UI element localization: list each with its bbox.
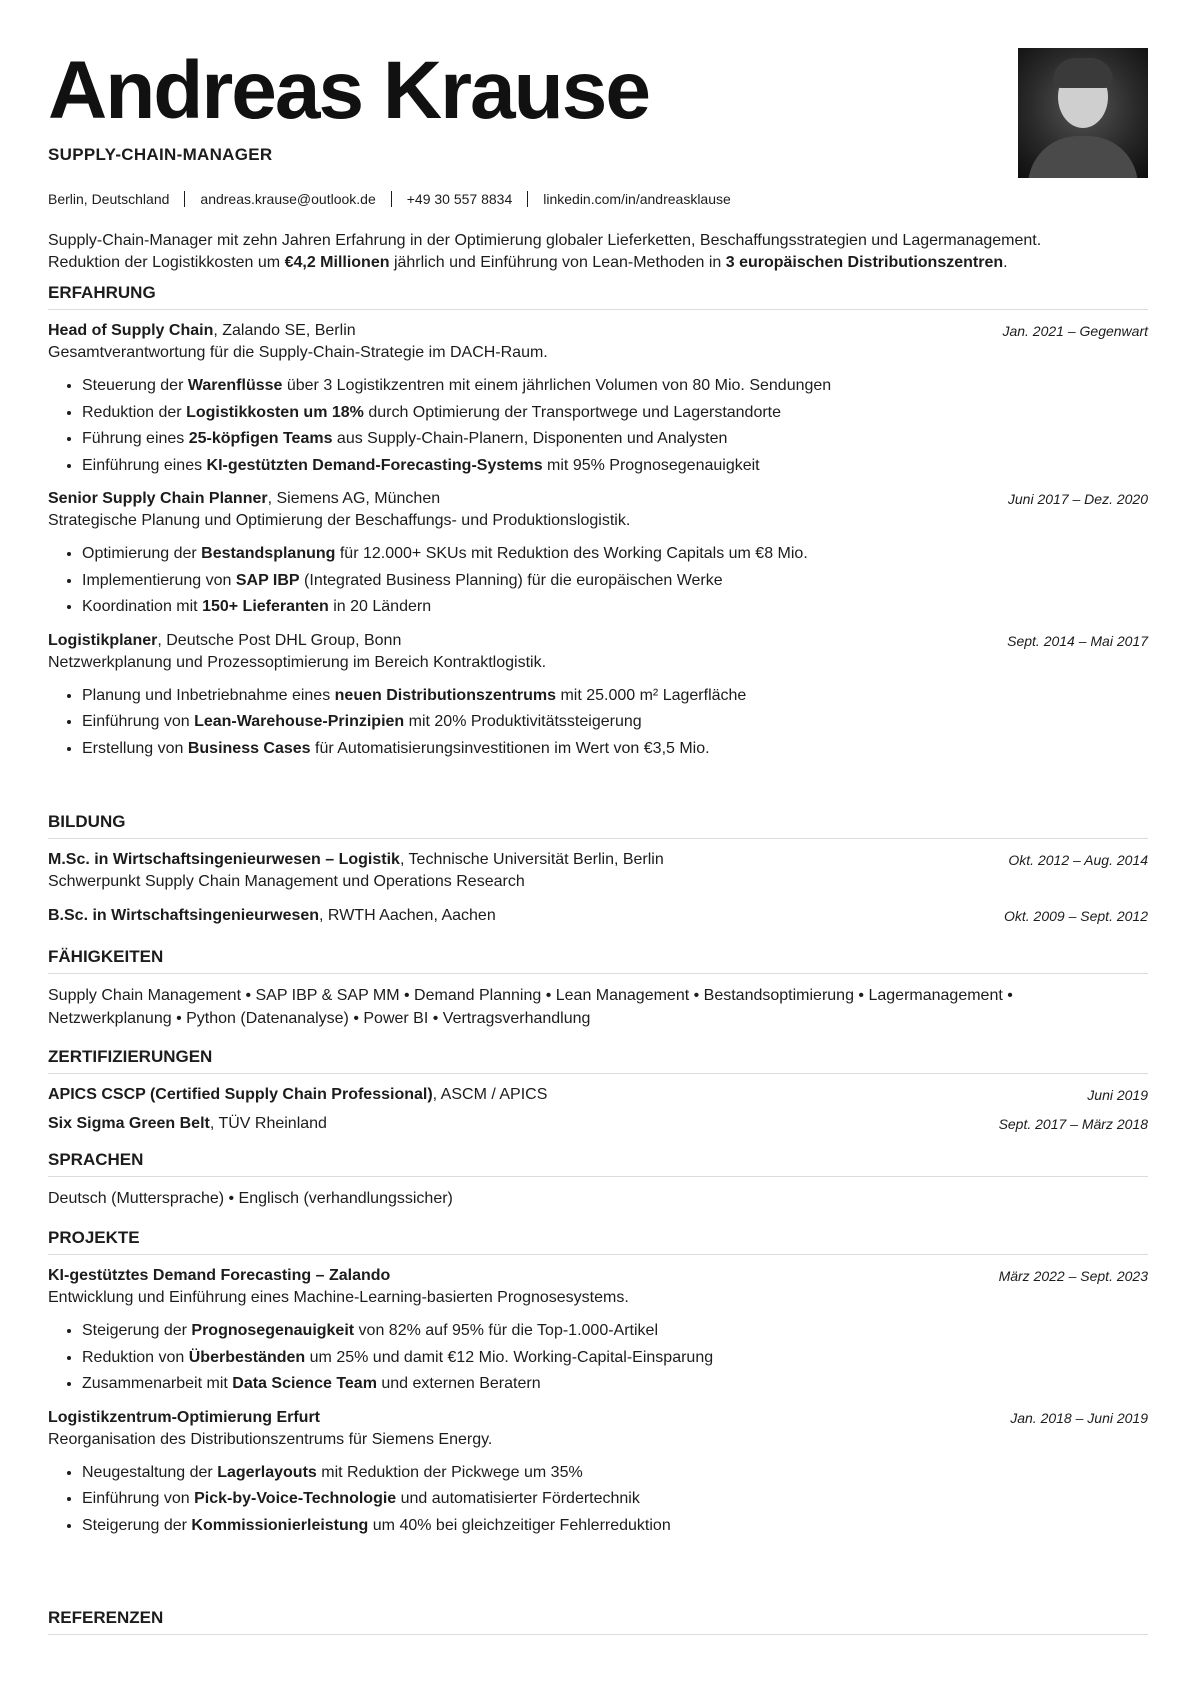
degree-title: B.Sc. in Wirtschaftsingenieurwesen [48, 907, 320, 924]
degree-title: M.Sc. in Wirtschaftsingenieurwesen – Logistik [48, 851, 400, 868]
contact-phone[interactable]: +49 30 557 8834 [406, 191, 513, 207]
skills-line: Supply Chain Management • SAP IBP & SAP MM • Demand Planning • Lean Management • Bestandsoptimierung • Lagermanagement • [48, 987, 1013, 1004]
job-org: , Zalando SE, Berlin [213, 322, 356, 339]
certifications-section [48, 1047, 1148, 1135]
bullet-item: • Koordination mit 150+ Lieferanten in 20 Ländern [82, 594, 1148, 621]
certification-title: Six Sigma Green Belt [48, 1115, 210, 1132]
job-description: Netzwerkplanung und Prozessoptimierung im Bereich Kontraktlogistik. [48, 653, 547, 671]
project-title: Logistikzentrum-Optimierung Erfurt [48, 1408, 320, 1426]
references-section [48, 1608, 1148, 1645]
education-description: Schwerpunkt Supply Chain Management und Operations Research [48, 873, 525, 890]
candidate-role: SUPPLY-CHAIN-MANAGER [48, 145, 273, 164]
section-heading: BILDUNG [48, 812, 1148, 839]
summary-line: Reduktion der Logistikkosten um €4,2 Millionen jährlich und Einführung von Lean-Methoden in 3 europäischen Distributionszentren. [48, 254, 1008, 271]
bullet-item: • Planung und Inbetriebnahme eines neuen Distributionszentrums mit 25.000 m² Lagerfläche [82, 683, 1148, 710]
bullet-item: • Zusammenarbeit mit Data Science Team und externen Beratern [82, 1371, 1148, 1398]
bullet-item: • Einführung eines KI-gestützten Demand-Forecasting-Systems mit 95% Prognosegenauigkeit [82, 453, 1148, 480]
project-entry [48, 1265, 1148, 1398]
job-entry [48, 630, 1148, 763]
contact-linkedin[interactable]: linkedin.com/in/andreasklause [543, 191, 731, 207]
section-heading: ZERTIFIZIERUNGEN [48, 1047, 1148, 1074]
project-title: KI-gestütztes Demand Forecasting – Zalando [48, 1267, 391, 1284]
job-org: , Deutsche Post DHL Group, Bonn [157, 631, 402, 649]
education-entry [48, 849, 1148, 893]
project-entry [48, 1407, 1148, 1540]
certification-date: Juni 2019 [1087, 1087, 1148, 1103]
languages-line: Deutsch (Muttersprache) • Englisch (verhandlungssicher) [48, 1190, 453, 1207]
contact-divider [527, 191, 528, 207]
section-heading: FÄHIGKEITEN [48, 947, 1148, 974]
education-date: Okt. 2009 – Sept. 2012 [1004, 908, 1148, 924]
summary [48, 230, 1148, 274]
summary-line: Supply-Chain-Manager mit zehn Jahren Erfahrung in der Optimierung globaler Lieferketten, Beschaffungsstrategien und Lagermanagement. [48, 232, 1042, 249]
project-date: Jan. 2018 – Juni 2019 [1010, 1409, 1148, 1426]
job-entry [48, 488, 1148, 621]
certification-issuer: , ASCM / APICS [432, 1086, 548, 1103]
profile-photo [1018, 48, 1148, 178]
bullet-item: • Führung eines 25-köpfigen Teams aus Supply-Chain-Planern, Disponenten und Analysten [82, 426, 1148, 453]
job-date: Jan. 2021 – Gegenwart [1002, 323, 1148, 339]
school-name: , RWTH Aachen, Aachen [319, 907, 496, 924]
certification-entry [48, 1113, 1148, 1135]
certification-title: APICS CSCP (Certified Supply Chain Professional) [48, 1086, 433, 1103]
candidate-name: Andreas Krause [48, 45, 649, 136]
job-title: Head of Supply Chain [48, 322, 214, 339]
contact-divider [391, 191, 392, 207]
section-heading: SPRACHEN [48, 1150, 1148, 1177]
bullet-item: • Neugestaltung der Lagerlayouts mit Reduktion der Pickwege um 35% [82, 1460, 1148, 1487]
job-title: Logistikplaner [48, 631, 158, 649]
contact-line [48, 191, 731, 207]
certification-date: Sept. 2017 – März 2018 [998, 1116, 1148, 1132]
job-date: Sept. 2014 – Mai 2017 [1007, 632, 1148, 649]
job-entry [48, 320, 1148, 479]
bullet-item: • Einführung von Pick-by-Voice-Technologie und automatisierter Fördertechnik [82, 1486, 1148, 1513]
section-heading: PROJEKTE [48, 1228, 1148, 1255]
languages-section [48, 1150, 1148, 1210]
certification-entry [48, 1084, 1148, 1106]
section-heading: REFERENZEN [48, 1608, 1148, 1635]
bullet-item: • Steuerung der Warenflüsse über 3 Logistikzentren mit einem jährlichen Volumen von 80 Mio. Sendungen [82, 373, 1148, 400]
project-description: Reorganisation des Distributionszentrums für Siemens Energy. [48, 1430, 493, 1448]
bullet-item: • Steigerung der Prognosegenauigkeit von 82% auf 95% für die Top-1.000-Artikel [82, 1318, 1148, 1345]
job-title: Senior Supply Chain Planner [48, 490, 268, 507]
education-entry [48, 905, 1148, 927]
job-date: Juni 2017 – Dez. 2020 [1007, 491, 1148, 507]
contact-divider [184, 191, 185, 207]
contact-email[interactable]: andreas.krause@outlook.de [200, 191, 376, 207]
certification-issuer: , TÜV Rheinland [209, 1115, 327, 1132]
bullet-item: • Einführung von Lean-Warehouse-Prinzipien mit 20% Produktivitätssteigerung [82, 709, 1148, 736]
bullet-item: • Implementierung von SAP IBP (Integrated Business Planning) für die europäischen Werke [82, 568, 1148, 595]
project-description: Entwicklung und Einführung eines Machine-Learning-basierten Prognosesystems. [48, 1289, 629, 1306]
contact-location: Berlin, Deutschland [48, 191, 170, 207]
bullet-item: • Steigerung der Kommissionierleistung um 40% bei gleichzeitiger Fehlerreduktion [82, 1513, 1148, 1540]
skills-line: Netzwerkplanung • Python (Datenanalyse) • Power BI • Vertragsverhandlung [48, 1010, 591, 1027]
experience-section [48, 283, 1148, 762]
projects-section [48, 1228, 1148, 1539]
job-description: Gesamtverantwortung für die Supply-Chain-Strategie im DACH-Raum. [48, 344, 548, 361]
education-date: Okt. 2012 – Aug. 2014 [1008, 852, 1148, 868]
project-date: März 2022 – Sept. 2023 [998, 1268, 1148, 1284]
bullet-item: • Erstellung von Business Cases für Automatisierungsinvestitionen im Wert von €3,5 Mio. [82, 736, 1148, 763]
section-heading: ERFAHRUNG [48, 283, 1148, 310]
job-description: Strategische Planung und Optimierung der Beschaffungs- und Produktionslogistik. [48, 512, 631, 529]
skills-section [48, 947, 1148, 1030]
job-org: , Siemens AG, München [267, 490, 441, 507]
bullet-item: • Reduktion von Überbeständen um 25% und damit €12 Mio. Working-Capital-Einsparung [82, 1345, 1148, 1372]
education-section [48, 812, 1148, 927]
bullet-item: • Optimierung der Bestandsplanung für 12.000+ SKUs mit Reduktion des Working Capitals um €8 Mio. [82, 541, 1148, 568]
school-name: , Technische Universität Berlin, Berlin [399, 851, 664, 868]
bullet-item: • Reduktion der Logistikkosten um 18% durch Optimierung der Transportwege und Lagerstandorte [82, 400, 1148, 427]
